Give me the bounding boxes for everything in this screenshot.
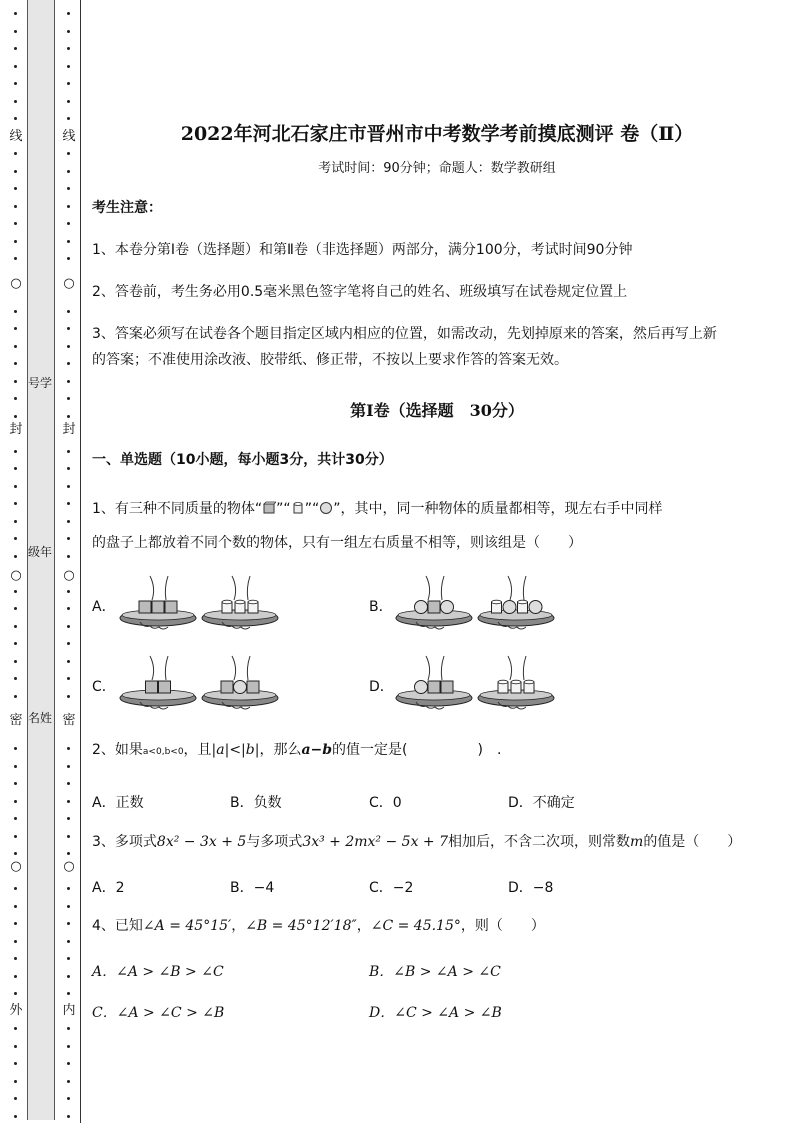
dot [67, 415, 70, 418]
q4-angle-a: ∠A = 45°15′ [142, 918, 232, 934]
arm-line [247, 656, 250, 680]
cylinder-top [235, 600, 245, 604]
dot [67, 82, 70, 85]
dot [67, 380, 70, 383]
q2-option-b[interactable]: B．负数 [230, 795, 282, 811]
dot [14, 1027, 17, 1030]
dot [67, 835, 70, 838]
notice-item-2: 2、答卷前，考生务必用0.5毫米黑色签字笔将自己的姓名、班级填写在试卷规定位置上 [92, 284, 628, 300]
q4-option-c-text: C．∠A > ∠C > ∠B [92, 1005, 225, 1021]
q4-sep-2: ， [356, 918, 371, 934]
dot [67, 450, 70, 453]
cylinder-top [222, 600, 232, 604]
outer-mark-2: 封 [9, 422, 23, 437]
dot [67, 555, 70, 558]
dot [67, 257, 70, 260]
dot [14, 642, 17, 645]
inner-mark-3: ○ [63, 568, 75, 583]
dot [14, 187, 17, 190]
dot [67, 502, 70, 505]
arm-line [426, 656, 430, 680]
dot [14, 677, 17, 680]
dot [14, 835, 17, 838]
arm-line [165, 656, 168, 680]
q3-option-c[interactable]: C．−2 [369, 880, 414, 896]
dot [14, 590, 17, 593]
dot [67, 310, 70, 313]
dot [14, 82, 17, 85]
q1-stem-line1 [92, 495, 662, 523]
q4-stem [92, 912, 545, 940]
plate-top [480, 610, 552, 620]
q1-option-c[interactable]: C． [92, 679, 116, 695]
arm-line [232, 576, 236, 600]
cube-object [152, 601, 164, 613]
q3-text-pre: 3、多项式 [92, 834, 157, 850]
cube-object [165, 601, 177, 613]
q2-abs-expression: |a|<|b| [211, 742, 260, 758]
dot [14, 555, 17, 558]
dot [14, 240, 17, 243]
dot [14, 30, 17, 33]
dot [14, 1045, 17, 1048]
dot [14, 502, 17, 505]
outer-mark-0: 线 [9, 129, 23, 144]
dot [14, 485, 17, 488]
cube-object [159, 681, 171, 693]
dot [14, 922, 17, 925]
q4-option-c[interactable] [92, 1002, 224, 1022]
dot [14, 450, 17, 453]
q2-text-mid: ，且 [183, 742, 212, 758]
notice-item-1: 1、本卷分第Ⅰ卷（选择题）和第Ⅱ卷（非选择题）两部分，满分100分，考试时间90分钟 [92, 242, 633, 258]
q4-sep-1: ， [231, 918, 246, 934]
q4-option-a[interactable] [92, 961, 224, 981]
dot [67, 625, 70, 628]
dot [67, 957, 70, 960]
ball-object [234, 681, 247, 694]
notice-heading: 考生注意： [92, 200, 162, 216]
dot [67, 1080, 70, 1083]
q3-stem [92, 828, 741, 856]
cube-object [221, 681, 233, 693]
dot [14, 327, 17, 330]
dot [67, 905, 70, 908]
q1-option-d[interactable]: D． [369, 679, 394, 695]
arm-line [523, 576, 526, 600]
dot [67, 1027, 70, 1030]
dot [67, 327, 70, 330]
name-label: 名姓 [27, 711, 52, 725]
ball-object [415, 681, 428, 694]
cube-object [139, 601, 151, 613]
dot [14, 852, 17, 855]
dot [67, 205, 70, 208]
notice-item-3a: 3、答案必须写在试卷各个题目指定区域内相应的位置，如需改动，先划掉原来的答案，然后再写上新 [92, 326, 717, 342]
dot [67, 187, 70, 190]
q2-option-a[interactable]: A．正数 [92, 795, 144, 811]
q3-option-a[interactable]: A．2 [92, 880, 125, 896]
margin-border [80, 0, 81, 1123]
dot [14, 660, 17, 663]
dot [67, 65, 70, 68]
q4-angle-c: ∠C = 45.15° [370, 918, 461, 934]
q2-option-d[interactable]: D．不确定 [508, 795, 575, 811]
dot [14, 310, 17, 313]
dot [67, 170, 70, 173]
cylinder-top [248, 600, 258, 604]
dot [14, 397, 17, 400]
dot [67, 397, 70, 400]
outer-dotted-line [9, 0, 23, 1123]
dot [14, 695, 17, 698]
dot [67, 852, 70, 855]
outer-mark-5: ○ [10, 859, 22, 874]
dot [67, 520, 70, 523]
cylinder-top [524, 680, 534, 684]
dot [14, 345, 17, 348]
dot [14, 1062, 17, 1065]
dot [67, 485, 70, 488]
q2-option-c[interactable]: C．0 [369, 795, 402, 811]
outer-mark-4: 密 [9, 713, 23, 728]
dot [14, 520, 17, 523]
q3-option-d[interactable]: D．−8 [508, 880, 554, 896]
dot [67, 922, 70, 925]
dot [67, 240, 70, 243]
q4-angle-b: ∠B = 45°12′18″ [245, 918, 357, 934]
dot [67, 12, 70, 15]
dot [14, 1097, 17, 1100]
q2-expression: a−b [301, 742, 333, 758]
arm-line [441, 576, 444, 600]
grade-label: 级年 [27, 545, 52, 559]
cube-object [428, 601, 440, 613]
dot [67, 30, 70, 33]
q1-option-a[interactable]: A． [92, 599, 116, 615]
inner-mark-6: 内 [62, 1003, 76, 1018]
dot [67, 222, 70, 225]
dot [67, 695, 70, 698]
dot [14, 380, 17, 383]
part-heading: 一、单选题（10小题，每小题3分，共计30分） [92, 452, 393, 468]
dot [67, 1115, 70, 1118]
q1-text-d: ”，其中，同一种物体的质量都相等，现左右手中同样 [333, 501, 663, 517]
q2-text-post1: ，那么 [259, 742, 302, 758]
cylinder-top [498, 680, 508, 684]
ball-object [441, 601, 454, 614]
q3-polynomial-1: 8x² − 3x + 5 [156, 834, 247, 850]
dot [14, 765, 17, 768]
q1-balance-image-d [392, 654, 558, 712]
dot [14, 817, 17, 820]
dot [14, 537, 17, 540]
arm-line [247, 576, 250, 600]
dot [14, 12, 17, 15]
outer-mark-6: 外 [9, 1003, 23, 1018]
q4-option-d[interactable] [369, 1002, 502, 1022]
cylinder-icon [291, 501, 305, 517]
dot [14, 415, 17, 418]
q2-stem [92, 736, 501, 766]
q4-text-pre: 4、已知 [92, 918, 143, 934]
q1-balance-image-a [116, 574, 282, 632]
dot [67, 887, 70, 890]
q4-option-b-text: B．∠B > ∠A > ∠C [369, 964, 501, 980]
inner-mark-1: ○ [63, 276, 75, 291]
cube-object [247, 681, 259, 693]
q1-balance-image-b [392, 574, 558, 632]
dot [67, 590, 70, 593]
q3-constant-m: m [630, 834, 644, 850]
student-id-label: 号学 [27, 376, 52, 390]
dot [14, 1080, 17, 1083]
q3-text-end: 的值是（ ） [643, 834, 742, 850]
dot [14, 152, 17, 155]
dot [14, 47, 17, 50]
cube-object [428, 681, 440, 693]
arm-line [150, 576, 154, 600]
ball-object [503, 601, 516, 614]
binding-margin [0, 0, 84, 1123]
dot [14, 992, 17, 995]
cylinder-top [492, 600, 502, 604]
dot [67, 100, 70, 103]
dot [67, 800, 70, 803]
dot [14, 467, 17, 470]
dot [67, 782, 70, 785]
dot [67, 152, 70, 155]
q4-option-a-text: A．∠A > ∠B > ∠C [92, 964, 224, 980]
inner-dotted-line [62, 0, 76, 1123]
dot [67, 345, 70, 348]
q2-condition: a<0,b<0 [142, 747, 184, 757]
exam-subtitle: 考试时间：90分钟；命题人：数学教研组 [318, 161, 556, 176]
q1-balance-image-c [116, 654, 282, 712]
dot [67, 467, 70, 470]
q1-option-b[interactable]: B． [369, 599, 393, 615]
arm-line [508, 656, 512, 680]
dot [67, 1045, 70, 1048]
arm-line [150, 656, 154, 680]
dot [67, 817, 70, 820]
outer-mark-3: ○ [10, 568, 22, 583]
dot [14, 117, 17, 120]
q1-text-c: ”“ [304, 501, 320, 517]
cylinder-top [518, 600, 528, 604]
dot [14, 100, 17, 103]
dot [67, 747, 70, 750]
inner-mark-2: 封 [62, 422, 76, 437]
arm-line [523, 656, 526, 680]
dot [67, 537, 70, 540]
ball-object [415, 601, 428, 614]
dot [67, 975, 70, 978]
dot [67, 117, 70, 120]
dot [67, 940, 70, 943]
section-title: 第Ⅰ卷（选择题 30分） [350, 401, 524, 420]
arm-line [508, 576, 512, 600]
cylinder-top [511, 680, 521, 684]
q1-stem-line2: 的盘子上都放着不同个数的物体，只有一组左右质量不相等，则该组是（ ） [92, 535, 582, 551]
dot [67, 362, 70, 365]
q4-option-d-text: D．∠C > ∠A > ∠B [369, 1005, 502, 1021]
q1-text-b: ”“ [276, 501, 291, 517]
ball-object [529, 601, 542, 614]
q2-text-post2: 的值一定是( ) . [332, 742, 502, 758]
dot [14, 362, 17, 365]
q4-text-end: ，则（ ） [460, 918, 545, 934]
dot [14, 782, 17, 785]
dot [14, 170, 17, 173]
dot [14, 887, 17, 890]
dot [14, 975, 17, 978]
dot [14, 957, 17, 960]
ball-icon [319, 501, 333, 517]
outer-mark-1: ○ [10, 276, 22, 291]
arm-line [441, 656, 444, 680]
dot [67, 607, 70, 610]
dot [14, 940, 17, 943]
dot [14, 257, 17, 260]
q1-text-a: 1、有三种不同质量的物体“ [92, 501, 263, 517]
cube-object [441, 681, 453, 693]
q3-text-mid: 与多项式 [246, 834, 303, 850]
dot [67, 677, 70, 680]
q3-polynomial-2: 3x³ + 2mx² − 5x + 7 [302, 834, 449, 850]
dot [67, 992, 70, 995]
inner-mark-0: 线 [62, 129, 76, 144]
exam-title: 2022年河北石家庄市晋州市中考数学考前摸底测评 卷（Ⅱ） [180, 123, 694, 145]
dot [14, 1115, 17, 1118]
q3-option-b[interactable]: B．−4 [230, 880, 275, 896]
dot [67, 660, 70, 663]
q4-option-b[interactable] [369, 961, 501, 981]
dot [14, 800, 17, 803]
arm-line [232, 656, 236, 680]
dot [67, 47, 70, 50]
q3-text-post: 相加后，不含二次项，则常数 [448, 834, 631, 850]
dot [14, 747, 17, 750]
dot [14, 222, 17, 225]
inner-mark-4: 密 [62, 713, 76, 728]
dot [67, 1097, 70, 1100]
arm-line [426, 576, 430, 600]
arm-line [165, 576, 168, 600]
q2-text-pre: 2、如果 [92, 742, 143, 758]
dot [67, 642, 70, 645]
cube-object [146, 681, 158, 693]
dot [14, 625, 17, 628]
inner-mark-5: ○ [63, 859, 75, 874]
dot [14, 905, 17, 908]
dot [14, 205, 17, 208]
dot [67, 1062, 70, 1065]
notice-item-3b: 的答案；不准使用涂改液、胶带纸、修正带，不按以上要求作答的答案无效。 [92, 352, 568, 368]
cube-icon [262, 501, 276, 517]
dot [14, 607, 17, 610]
dot [14, 65, 17, 68]
dot [67, 765, 70, 768]
